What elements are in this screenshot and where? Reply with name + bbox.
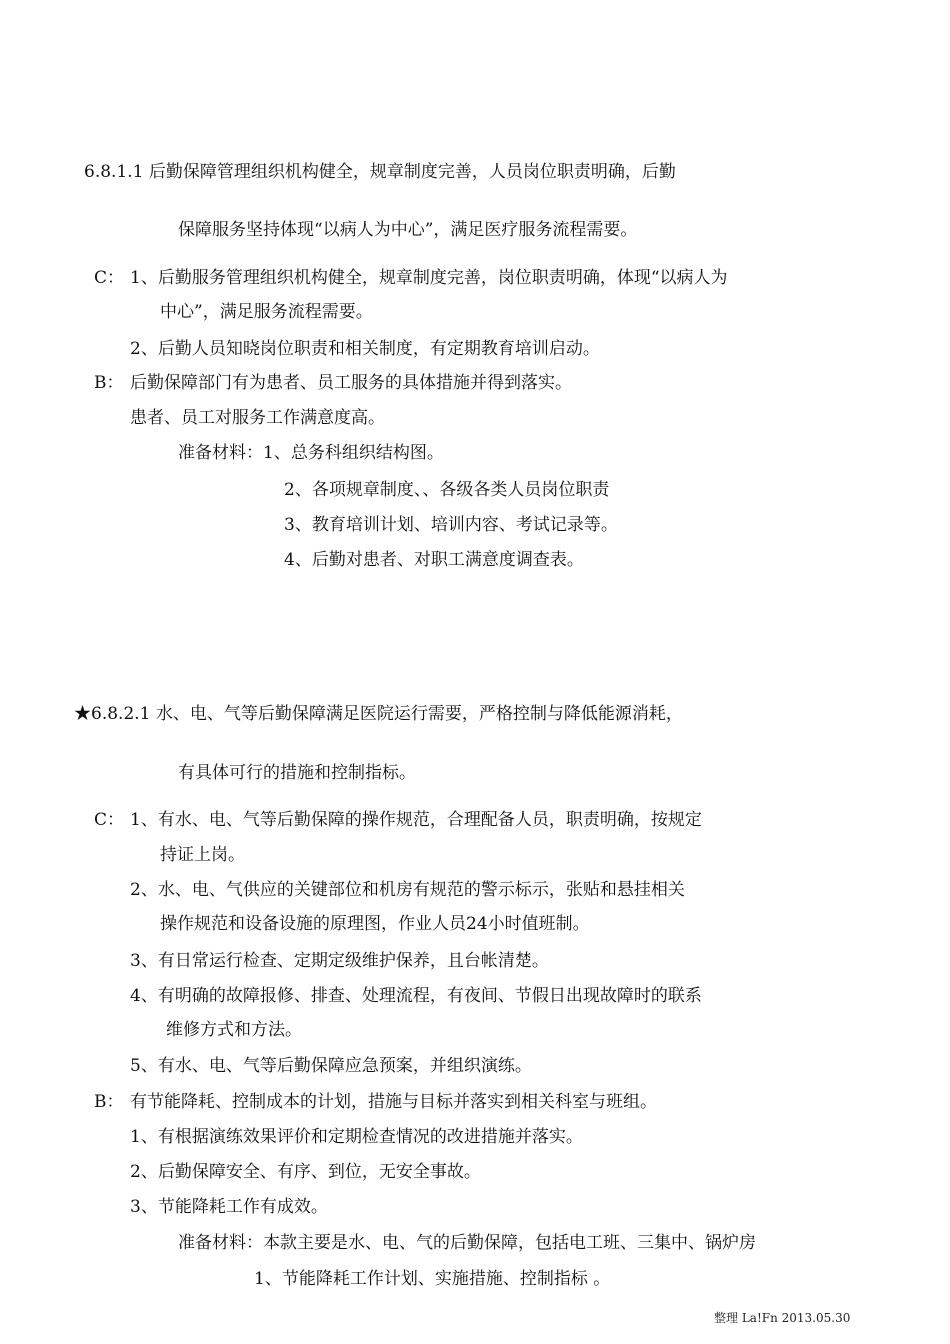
section2-b3: 3、节能降耗工作有成效。 [130,1197,328,1217]
section1-c-label: C： [94,268,125,288]
section2-c1-line2: 持证上岗。 [160,845,245,865]
section1-b-label: B： [94,373,124,393]
section2-c4-line2: 维修方式和方法。 [166,1020,302,1040]
section1-b2: 患者、员工对服务工作满意度高。 [130,408,385,428]
section2-c4-line1: 4、有明确的故障报修、排查、处理流程，有夜间、节假日出现故障时的联系 [130,986,702,1006]
section1-prep-line1: 准备材料：1、总务科组织结构图。 [178,443,444,463]
section2-b1: 1、有根据演练效果评价和定期检查情况的改进措施并落实。 [130,1127,583,1147]
section1-c1-line2: 中心”，满足服务流程需要。 [160,302,373,322]
section2-c-label: C： [94,810,125,830]
section2-b-label: B： [94,1092,124,1112]
section2-b-main: 有节能降耗、控制成本的计划，措施与目标并落实到相关科室与班组。 [130,1092,657,1112]
footer-note: 整理 La!Fn 2013.05.30 [714,1311,851,1325]
section1-prep-2: 2、各项规章制度、、各级各类人员岗位职责 [284,480,610,500]
section1-prep-4: 4、后勤对患者、对职工满意度调查表。 [284,550,584,570]
section2-prep-1: 1、节能降耗工作计划、实施措施、控制指标 。 [254,1269,611,1289]
section2-c3: 3、有日常运行检查、定期定级维护保养，且台帐清楚。 [130,951,549,971]
section2-c2-line2: 操作规范和设备设施的原理图，作业人员24小时值班制。 [160,914,590,934]
section2-c1-line1: 1、有水、电、气等后勤保障的操作规范，合理配备人员，职责明确，按规定 [130,810,702,830]
section1-b1: 后勤保障部门有为患者、员工服务的具体措施并得到落实。 [130,373,572,393]
section1-c2: 2、后勤人员知晓岗位职责和相关制度，有定期教育培训启动。 [130,339,600,359]
section1-heading-line1: 6.8.1.1 后勤保障管理组织机构健全，规章制度完善，人员岗位职责明确，后勤 [84,162,676,182]
section2-prep-line1: 准备材料：本款主要是水、电、气的后勤保障，包括电工班、三集中、锅炉房 [178,1233,756,1253]
section2-c5: 5、有水、电、气等后勤保障应急预案，并组织演练。 [130,1056,532,1076]
section1-heading-line2: 保障服务坚持体现“以病人为中心”，满足医疗服务流程需要。 [178,220,638,240]
section1-c1-line1: 1、后勤服务管理组织机构健全，规章制度完善，岗位职责明确，体现“以病人为 [130,268,728,288]
section1-prep-3: 3、教育培训计划、培训内容、考试记录等。 [284,515,618,535]
section2-c2-line1: 2、水、电、气供应的关键部位和机房有规范的警示标示，张贴和悬挂相关 [130,880,685,900]
section2-b2: 2、后勤保障安全、有序、到位，无安全事故。 [130,1162,481,1182]
section2-heading-line2: 有具体可行的措施和控制指标。 [178,763,416,783]
section2-heading-line1: ★6.8.2.1 水、电、气等后勤保障满足医院运行需要，严格控制与降低能源消耗， [74,704,683,724]
